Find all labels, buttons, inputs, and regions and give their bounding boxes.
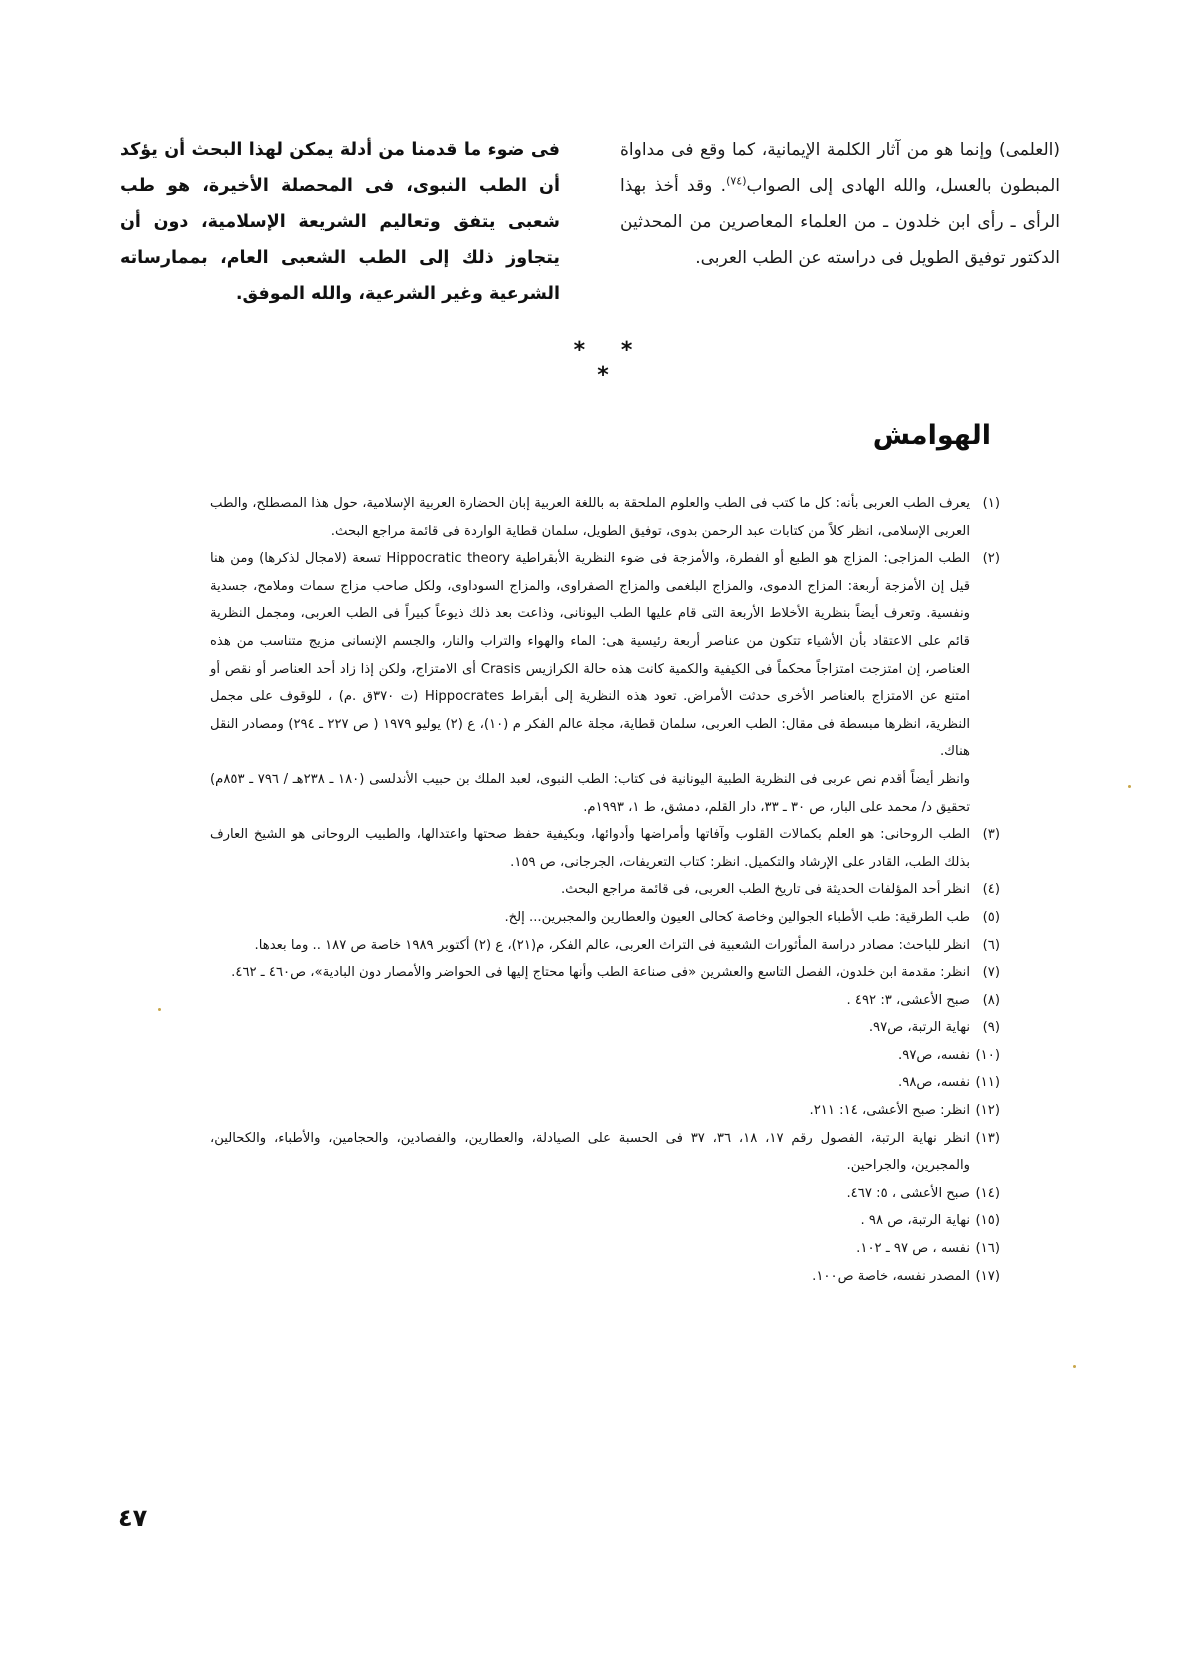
section-separator: * * * xyxy=(573,338,647,388)
footnote-number: (١٧) xyxy=(975,1268,1000,1284)
footnote-number: (٨) xyxy=(982,992,1000,1008)
footnote-text: نهاية الرتبة، ص٩٧. xyxy=(868,1020,970,1036)
conclusion-paragraph: فى ضوء ما قدمنا من أدلة يمكن لهذا البحث أن يؤكد أن الطب النبوى، فى المحصلة الأخيرة، هو طب شعبى يتفق وتعاليم الشريعة الإسلامية، دون أن يتجاوز ذلك إلى الطب الشعبى العام، بممارساته الشرعية وغير الشرعية، والله الموفق. xyxy=(120,140,560,304)
footnote-number: (٤) xyxy=(982,882,1000,898)
footnote-item xyxy=(210,904,1000,932)
footnote-text: نفسه، ص٩٧. xyxy=(898,1047,970,1063)
footnote-item xyxy=(210,490,1000,545)
footnote-text: نفسه، ص٩٨. xyxy=(898,1075,970,1091)
body-text-segment: (العلمى) وإنما هو من آثار الكلمة الإيمانية، كما وقع فى مداواة المبطون بالعسل، والله الهادى إلى الصواب xyxy=(620,140,1060,196)
footnote-text: طب الطرقية: طب الأطباء الجوالين وخاصة كحالى العيون والعطارين والمجبرين... إلخ. xyxy=(504,909,970,925)
footnote-number: (٧) xyxy=(982,965,1000,981)
footnote-text: انظر: صبح الأعشى، ١٤: ٢١١. xyxy=(809,1103,970,1119)
scan-speck xyxy=(1128,785,1131,788)
footnote-number: (٩) xyxy=(982,1020,1000,1036)
footnote-number: (١٦) xyxy=(975,1241,1000,1257)
footnote-item xyxy=(210,1097,1000,1125)
footnote-item xyxy=(210,1069,1000,1097)
scan-speck xyxy=(158,1008,161,1011)
footnote-text: نهاية الرتبة، ص ٩٨ . xyxy=(860,1213,970,1229)
footnote-text: انظر أحد المؤلفات الحديثة فى تاريخ الطب العربى، فى قائمة مراجع البحث. xyxy=(560,882,970,898)
footnote-number: (١٥) xyxy=(975,1213,1000,1229)
body-text-right-column xyxy=(620,132,1060,276)
footnote-item xyxy=(210,821,1000,876)
footnote-item xyxy=(210,1180,1000,1208)
footnote-item xyxy=(210,1235,1000,1263)
footnote-continuation: وانظر أيضاً أقدم نص عربى فى النظرية الطبية اليونانية فى كتاب: الطب النبوى، لعبد الملك بن حبيب الأندلسى (١٨٠ ـ ٢٣٨هـ / ٧٩٦ ـ ٨٥٣م) تحقيق د/ محمد على البار، ص ٣٠ ـ ٣٣، دار القلم، دمشق، ط ١، ١٩٩٣م. xyxy=(210,771,970,815)
body-text-left-column xyxy=(120,132,560,312)
footnote-item xyxy=(210,1125,1000,1180)
footnote-item xyxy=(210,932,1000,960)
footnotes-list xyxy=(210,490,1000,1290)
footnote-item xyxy=(210,987,1000,1015)
footnote-text: المصدر نفسه، خاصة ص١٠٠. xyxy=(812,1268,970,1284)
footnote-number: (١٤) xyxy=(975,1185,1000,1201)
footnote-text: انظر للباحث: مصادر دراسة المأثورات الشعبية فى التراث العربى، عالم الفكر، م(٢١)، ع (٢) أكتوبر ١٩٨٩ خاصة ص ١٨٧ .. وما بعدها. xyxy=(254,937,970,953)
footnote-number: (٢) xyxy=(982,551,1000,567)
body-text-segment: . وقد أخذ بهذا الرأى ـ رأى ابن خلدون ـ من العلماء المعاصرين من المحدثين الدكتور توفيق الطويل فى دراسته عن الطب العربى. xyxy=(620,176,1060,268)
footnote-item xyxy=(210,1207,1000,1235)
footnote-item xyxy=(210,1042,1000,1070)
footnote-item xyxy=(210,1014,1000,1042)
footnote-text: انظر نهاية الرتبة، الفصول رقم ١٧، ١٨، ٣٦، ٣٧ فى الحسبة على الصيادلة، والعطارين، والفصادين، والحجامين، والأطباء، والكحالين، والمجبرين، والجراحين. xyxy=(210,1130,971,1174)
footnote-number: (١) xyxy=(982,496,1000,511)
footnote-text: يعرف الطب العربى بأنه: كل ما كتب فى الطب والعلوم الملحقة به باللغة العربية إبان الحضارة العربية الإسلامية، حول هذا المصطلح، والطب العربى الإسلامى، انظر كلاً من كتابات عبد الرحمن بدوى، توفيق الطويل، سلمان قطاية الواردة فى قائمة مراجع البحث. xyxy=(210,496,970,539)
footnote-text: الطب الروحانى: هو العلم بكمالات القلوب وآفاتها وأمراضها وأدوائها، وبكيفية حفظ صحتها واعتدالها، والطبيب الروحانى هو الشيخ العارف بذلك الطب، القادر على الإرشاد والتكميل. انظر: كتاب التعريفات، الجرجانى، ص ١٥٩. xyxy=(210,827,970,870)
footnote-item xyxy=(210,959,1000,987)
footnote-item xyxy=(210,545,1000,821)
footnote-number: (١١) xyxy=(975,1075,1000,1091)
footnotes-heading: الهوامش xyxy=(872,420,991,451)
footnote-text: الطب المزاجى: المزاج هو الطبع أو الفطرة، والأمزجة فى ضوء النظرية الأبقراطية Hippocratic theory تسعة (لامجال لذكرها) ومن هنا قيل إن الأمزجة أربعة: المزاج الدموى، والمزاج البلغمى والمزاج الصفراوى، والمزاج السوداوى، ولكل صاحب مزاج سمات وملامح، جسدية ونفسية. وتعرف أيضاً بنظرية الأخلاط الأربعة التى قام عليها الطب اليونانى، وذاعت بعد ذلك ذيوعاً كبيراً فى الطب العربى، ومجمل النظرية قائم على الاعتقاد بأن الأشياء تتكون من عناصر أربعة رئيسية هى: الماء والهواء والتراب والنار، والجسم الإنسانى مزيج متناسب من هذه العناصر، إن امتزجت امتزاجاً محكماً فى الكيفية والكمية كانت هذه حالة الكرازيس Crasis أى الامتزاج، ولكن إذا زاد أحد العناصر أو نقص أو امتنع عن الامتزاج بالعناصر الأخرى حدثت الأمراض. تعود هذه النظرية إلى أبقراط Hippocrates (ت ٣٧٠ق .م) ، للوقوف على مجمل النظرية، انظرها مبسطة فى مقال: الطب العربى، سلمان قطاية، مجلة عالم الفكر م (١٠)، ع (٢) يوليو ١٩٧٩ ( ص ٢٢٧ ـ ٢٩٤) ومصادر النقل هناك. xyxy=(210,551,971,760)
footnote-number: (٦) xyxy=(982,937,1000,953)
footnote-text: صبح الأعشى، ٣: ٤٩٢ . xyxy=(846,992,970,1008)
footnote-reference: (٧٤) xyxy=(726,174,747,188)
footnote-item xyxy=(210,1263,1000,1291)
footnote-number: (١٣) xyxy=(975,1130,1000,1146)
footnote-item xyxy=(210,876,1000,904)
footnote-number: (١٠) xyxy=(975,1047,1000,1063)
scan-speck xyxy=(1073,1365,1076,1368)
page-number: ٤٧ xyxy=(118,1504,148,1532)
footnote-text: صبح الأعشى ، ٥: ٤٦٧. xyxy=(846,1185,970,1201)
footnote-number: (١٢) xyxy=(975,1103,1000,1119)
footnote-number: (٥) xyxy=(982,909,1000,925)
footnote-number: (٣) xyxy=(982,827,1000,843)
footnote-text: نفسه ، ص ٩٧ ـ ١٠٢. xyxy=(856,1241,970,1257)
footnote-text: انظر: مقدمة ابن خلدون، الفصل التاسع والعشرين «فى صناعة الطب وأنها محتاج إليها فى الحواضر والأمصار دون البادية»، ص٤٦٠ ـ ٤٦٢. xyxy=(231,965,970,981)
